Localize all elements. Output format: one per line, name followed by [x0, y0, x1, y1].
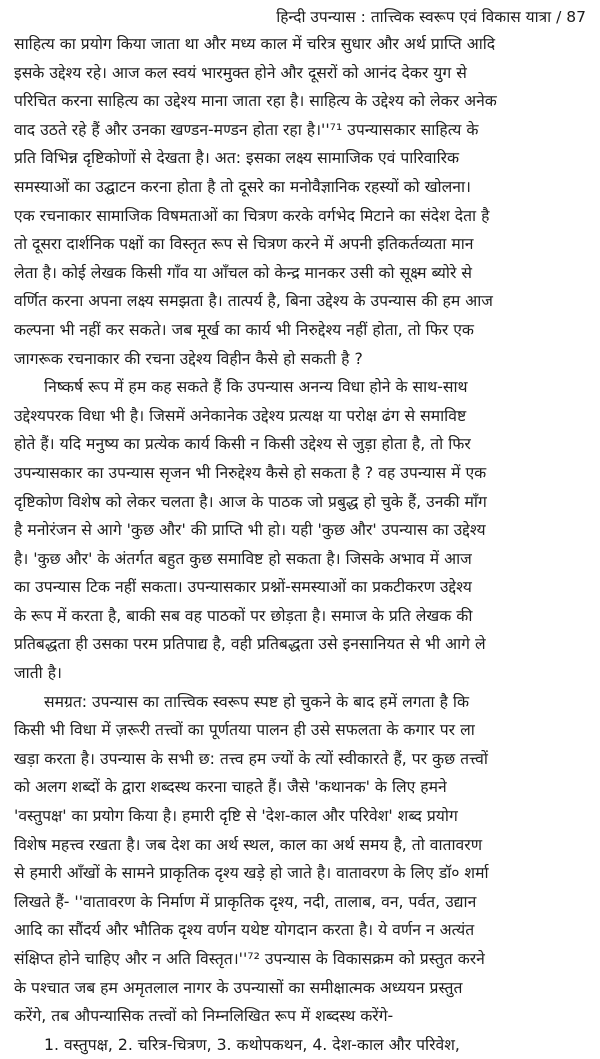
text-line: किसी भी विधा में ज़रूरी तत्त्वों का पूर्णतया पालन ही उसे सफलता के कगार पर ला — [14, 720, 475, 740]
text-line: प्रति विभिन्न दृष्टिकोणों से देखता है। अत: इसका लक्ष्य सामाजिक एवं पारिवारिक — [14, 148, 460, 168]
text-line: को अलग शब्दों के द्वारा शब्दस्थ करना चाहते हैं। जैसे 'कथानक' के लिए हमने — [14, 777, 447, 797]
text-line: वर्णित करना अपना लक्ष्य समझता है। तात्पर्य है, बिना उद्देश्य के उपन्यास की हम आज — [14, 291, 493, 311]
text-line: दृष्टिकोण विशेष को लेकर चलता है। आज के पाठक जो प्रबुद्ध हो चुके हैं, उनकी माँग — [14, 491, 487, 511]
text-line: कल्पना भी नहीं कर सकते। जब मूर्ख का कार्य भी निरुद्देश्य नहीं होता, तो फिर एक — [14, 319, 474, 339]
text-line: समस्याओं का उद्घाटन करना होता है तो दूसरे का मनोवैज्ञानिक रहस्यों को खोलना। — [14, 176, 471, 196]
text-line: वाद उठते रहे हैं और उनका खण्डन-मण्डन होता रहा है।''⁷¹ उपन्यासकार साहित्य के — [14, 119, 479, 139]
text-line: इसके उद्देश्य रहे। आज कल स्वयं भारमुक्त होने और दूसरों को आनंद देकर युग से — [14, 62, 467, 82]
text-line: विशेष महत्त्व रखता है। जब देश का अर्थ स्थल, काल का अर्थ समय है, तो वातावरण — [14, 834, 483, 854]
text-line: परिचित करना साहित्य का उद्देश्य माना जाता रहा है। साहित्य के उद्देश्य को लेकर अनेक — [14, 91, 497, 111]
body-text — [14, 30, 588, 1059]
text-line: जाती है। — [14, 663, 62, 683]
text-line: करेंगे, तब औपन्यासिक तत्त्वों को निम्नलिखित रूप में शब्दस्थ करेंगे- — [14, 1006, 394, 1026]
text-line: प्रतिबद्धता ही उसका परम प्रतिपाद्य है, वही प्रतिबद्धता उसे इनसानियत से भी आगे ले — [14, 634, 486, 654]
list-line: 1. वस्तुपक्ष, 2. चरित्र-चित्रण, 3. कथोपकथन, 4. देश-काल और परिवेश, — [44, 1034, 460, 1054]
text-line: एक रचनाकार सामाजिक विषमताओं का चित्रण करके वर्गभेद मिटाने का संदेश देता है — [14, 205, 490, 225]
text-line: का उपन्यास टिक नहीं सकता। उपन्यासकार प्रश्नों-समस्याओं का प्रकटीकरण उद्देश्य — [14, 577, 472, 597]
text-line: के पश्चात जब हम अमृतलाल नागर के उपन्यासों का समीक्षात्मक अध्ययन प्रस्तुत — [14, 977, 463, 997]
text-line: लिखते हैं- ''वातावरण के निर्माण में प्राकृतिक दृश्य, नदी, तालाब, वन, पर्वत, उद्यान — [14, 891, 477, 911]
text-line: साहित्य का प्रयोग किया जाता था और मध्य काल में चरित्र सुधार और अर्थ प्राप्ति आदि — [14, 34, 496, 53]
text-line: आदि का सौंदर्य और भौतिक दृश्य वर्णन यथेष्ट योगदान करता है। ये वर्णन न अत्यंत — [14, 920, 475, 940]
text-line: उद्देश्यपरक विधा भी है। जिसमें अनेकानेक उद्देश्य प्रत्यक्ष या परोक्ष ढंग से समाविष्ट — [14, 405, 467, 425]
text-line: से हमारी आँखों के सामने प्राकृतिक दृश्य खड़े हो जाते है। वातावरण के लिए डॉ० शर्मा — [14, 863, 489, 883]
text-line: होते हैं। यदि मनुष्य का प्रत्येक कार्य किसी न किसी उद्देश्य से जुड़ा होता है, तो फिर — [14, 434, 471, 454]
text-line: खड़ा करता है। उपन्यास के सभी छ: तत्त्व हम ज्यों के त्यों स्वीकारते हैं, पर कुछ तत्त्वों — [14, 748, 488, 768]
text-line: है। 'कुछ और' के अंतर्गत बहुत कुछ समाविष्ट हो सकता है। जिसके अभाव में आज — [14, 548, 472, 568]
paragraph-start-line: समग्रत: उपन्यास का तात्त्विक स्वरूप स्पष्ट हो चुकने के बाद हमें लगता है कि — [44, 691, 470, 711]
text-line: तो दूसरा दार्शनिक पक्षों का विस्तृत रूप से चित्रण करने में अपनी इतिकर्तव्यता मान — [14, 234, 474, 254]
text-line: जागरूक रचनाकार की रचना उद्देश्य विहीन कैसे हो सकती है ? — [14, 348, 363, 368]
running-head: हिन्दी उपन्यास : तात्त्विक स्वरूप एवं विकास यात्रा / 87 — [276, 8, 586, 26]
text-line: 'वस्तुपक्ष' का प्रयोग किया है। हमारी दृष्टि से 'देश-काल और परिवेश' शब्द प्रयोग — [14, 806, 458, 826]
paragraph-start-line: निष्कर्ष रूप में हम कह सकते हैं कि उपन्यास अनन्य विधा होने के साथ-साथ — [44, 377, 468, 397]
text-line: लेता है। कोई लेखक किसी गाँव या आँचल को केन्द्र मानकर उसी को सूक्ष्म ब्योरे से — [14, 262, 472, 282]
text-line: है मनोरंजन से आगे 'कुछ और' की प्राप्ति भी हो। यही 'कुछ और' उपन्यास का उद्देश्य — [14, 520, 486, 540]
text-line: संक्षिप्त होने चाहिए और न अति विस्तृत।''⁷² उपन्यास के विकासक्रम को प्रस्तुत करने — [14, 949, 485, 968]
text-line: उपन्यासकार का उपन्यास सृजन भी निरुद्देश्य कैसे हो सकता है ? वह उपन्यास में एक — [14, 462, 487, 482]
text-line: के रूप में करता है, बाकी सब वह पाठकों पर छोड़ता है। समाज के प्रति लेखक की — [14, 605, 473, 625]
